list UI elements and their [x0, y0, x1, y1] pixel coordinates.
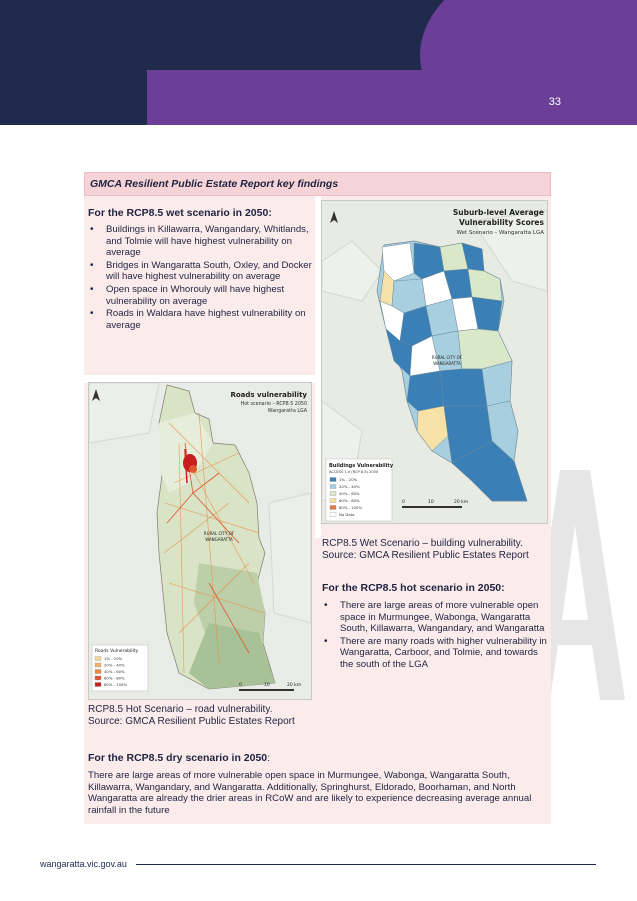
hot-legend-label: 60% - 80%: [104, 675, 125, 681]
list-item: • Bridges in Wangaratta South, Oxley, and Docker will have highest vulnerability on average: [88, 260, 313, 283]
list-item: • Buildings in Killawarra, Wangandary, Whitlands, and Tolmie will have highest vulnerability on average: [88, 224, 313, 259]
hot-scenario-list: [322, 600, 547, 671]
hot-map-region-label-2: WANGARATTA: [205, 537, 233, 542]
dry-heading-bold: For the RCP8.5 dry scenario in 2050: [88, 752, 268, 764]
hot-legend-title: Roads Vulnerability: [95, 649, 139, 654]
dry-scenario-paragraph: There are large areas of more vulnerable open space in Murmungee, Wabonga, Wangaratta South, Killawarra, Wangandary, and Wangaratta. Additionally, Springhurst, Eldorado, Boorhaman, and North Wangaratta are already the drier areas in RCoW and are likely to experience decreasing average annual rainfall in the future: [88, 770, 532, 816]
hot-scenario-section: [322, 582, 547, 672]
wet-map-title-2: Vulnerability Scores: [458, 218, 544, 227]
hot-legend-swatch: [95, 670, 101, 674]
wet-scale-20: 20 km: [454, 500, 469, 505]
wet-legend-swatch: [330, 499, 336, 503]
hot-map-scale-bar: [239, 689, 294, 691]
wet-legend-swatch: [330, 506, 336, 510]
wet-scenario-map: [321, 200, 548, 524]
wet-scale-10: 10: [428, 500, 434, 505]
hot-legend-label: 20% - 40%: [104, 662, 125, 668]
header-purple-band: [147, 70, 637, 125]
wet-scale-0: 0: [402, 500, 405, 505]
hot-scale-0: 0: [239, 683, 242, 688]
wet-legend-subtitle: ACCESS 1.0 (RCP 8.5) 2050: [329, 470, 379, 474]
wet-map-region-label-2: WANGARATTA: [433, 361, 461, 366]
wet-map-scale-bar: [402, 506, 462, 508]
wet-map-title-1: Suburb-level Average: [452, 208, 544, 217]
hot-legend-label: 1% - 20%: [104, 656, 123, 661]
wet-scenario-section: [88, 207, 313, 332]
hot-legend-label: 40% - 60%: [104, 669, 125, 674]
page-header: [0, 0, 637, 125]
wet-legend-title: Buildings Vulnerability: [329, 463, 394, 469]
wet-legend-swatch: [330, 492, 336, 496]
hot-scale-10: 10: [264, 683, 270, 688]
hot-scenario-map: [88, 382, 312, 700]
dry-scenario-heading: [88, 752, 550, 764]
list-item: • There are large areas of more vulnerable open space in Murmungee, Wabonga, Wangaratta South, Killawarra, Wangandary, and Wangaratta: [322, 600, 547, 635]
findings-box-title-bar: [84, 172, 551, 196]
footer-url[interactable]: wangaratta.vic.gov.au: [40, 859, 127, 869]
wet-legend-label: No Data: [339, 512, 355, 517]
hot-legend-label: 80% - 100%: [104, 682, 128, 687]
list-item: • Open space in Whorouly will have highest vulnerability on average: [88, 284, 313, 307]
findings-box-title: GMCA Resilient Public Estate Report key findings: [90, 178, 339, 190]
wet-map-legend: [326, 459, 394, 521]
hot-map-region-label-1: RURAL CITY OF: [203, 531, 235, 536]
wet-map-region-label-1: RURAL CITY OF: [431, 355, 463, 360]
hot-legend-swatch: [95, 663, 101, 667]
footer-rule: [136, 864, 596, 865]
list-item: • There are many roads with higher vulnerability in Wangaratta, Carboor, and Tolmie, and towards the south of the LGA: [322, 636, 547, 671]
dry-scenario-section: [88, 752, 550, 816]
wet-legend-swatch: [330, 478, 336, 482]
hot-map-legend: [92, 645, 148, 691]
wet-legend-label: 80% - 100%: [339, 505, 363, 510]
wet-legend-swatch: [330, 485, 336, 489]
hot-map-caption-line-1: RCP8.5 Hot Scenario – road vulnerability.: [88, 704, 273, 715]
hot-map-subtitle-2: Wangaratta LGA: [267, 409, 307, 414]
wet-map-graphic: [322, 201, 547, 523]
wet-map-subtitle: Wet Scenario – Wangaratta LGA: [456, 230, 544, 236]
wet-map-caption-line-1: RCP8.5 Wet Scenario – building vulnerability.: [322, 538, 523, 549]
list-item: • Roads in Waldara have highest vulnerability on average: [88, 308, 313, 331]
hot-map-caption-line-2: Source: GMCA Resilient Public Estates Report: [88, 716, 295, 727]
wet-legend-swatch: [330, 513, 336, 517]
wet-scenario-heading: For the RCP8.5 wet scenario in 2050:: [88, 207, 272, 219]
hot-map-subtitle-1: Hot scenario – RCP8.5 2050: [240, 402, 307, 407]
wet-map-caption: [322, 538, 552, 562]
wet-scenario-list: [88, 224, 313, 331]
wet-map-caption-line-2: Source: GMCA Resilient Public Estates Report: [322, 550, 529, 561]
hot-scale-20: 20 km: [287, 683, 302, 688]
page-number: 33: [548, 96, 561, 108]
hot-map-graphic: [89, 383, 311, 699]
hot-legend-swatch: [95, 683, 101, 687]
hot-legend-swatch: [95, 657, 101, 661]
wet-legend-label: 40% - 60%: [339, 491, 360, 496]
hot-map-title: Roads vulnerability: [230, 391, 307, 399]
wet-legend-label: 1% - 20%: [339, 477, 358, 482]
hot-legend-swatch: [95, 676, 101, 680]
wet-legend-label: 60% - 80%: [339, 498, 360, 503]
dry-heading-colon: :: [267, 752, 271, 764]
hot-map-caption: [88, 704, 313, 728]
wet-legend-label: 20% - 40%: [339, 484, 360, 489]
hot-scenario-heading: For the RCP8.5 hot scenario in 2050:: [322, 582, 505, 594]
